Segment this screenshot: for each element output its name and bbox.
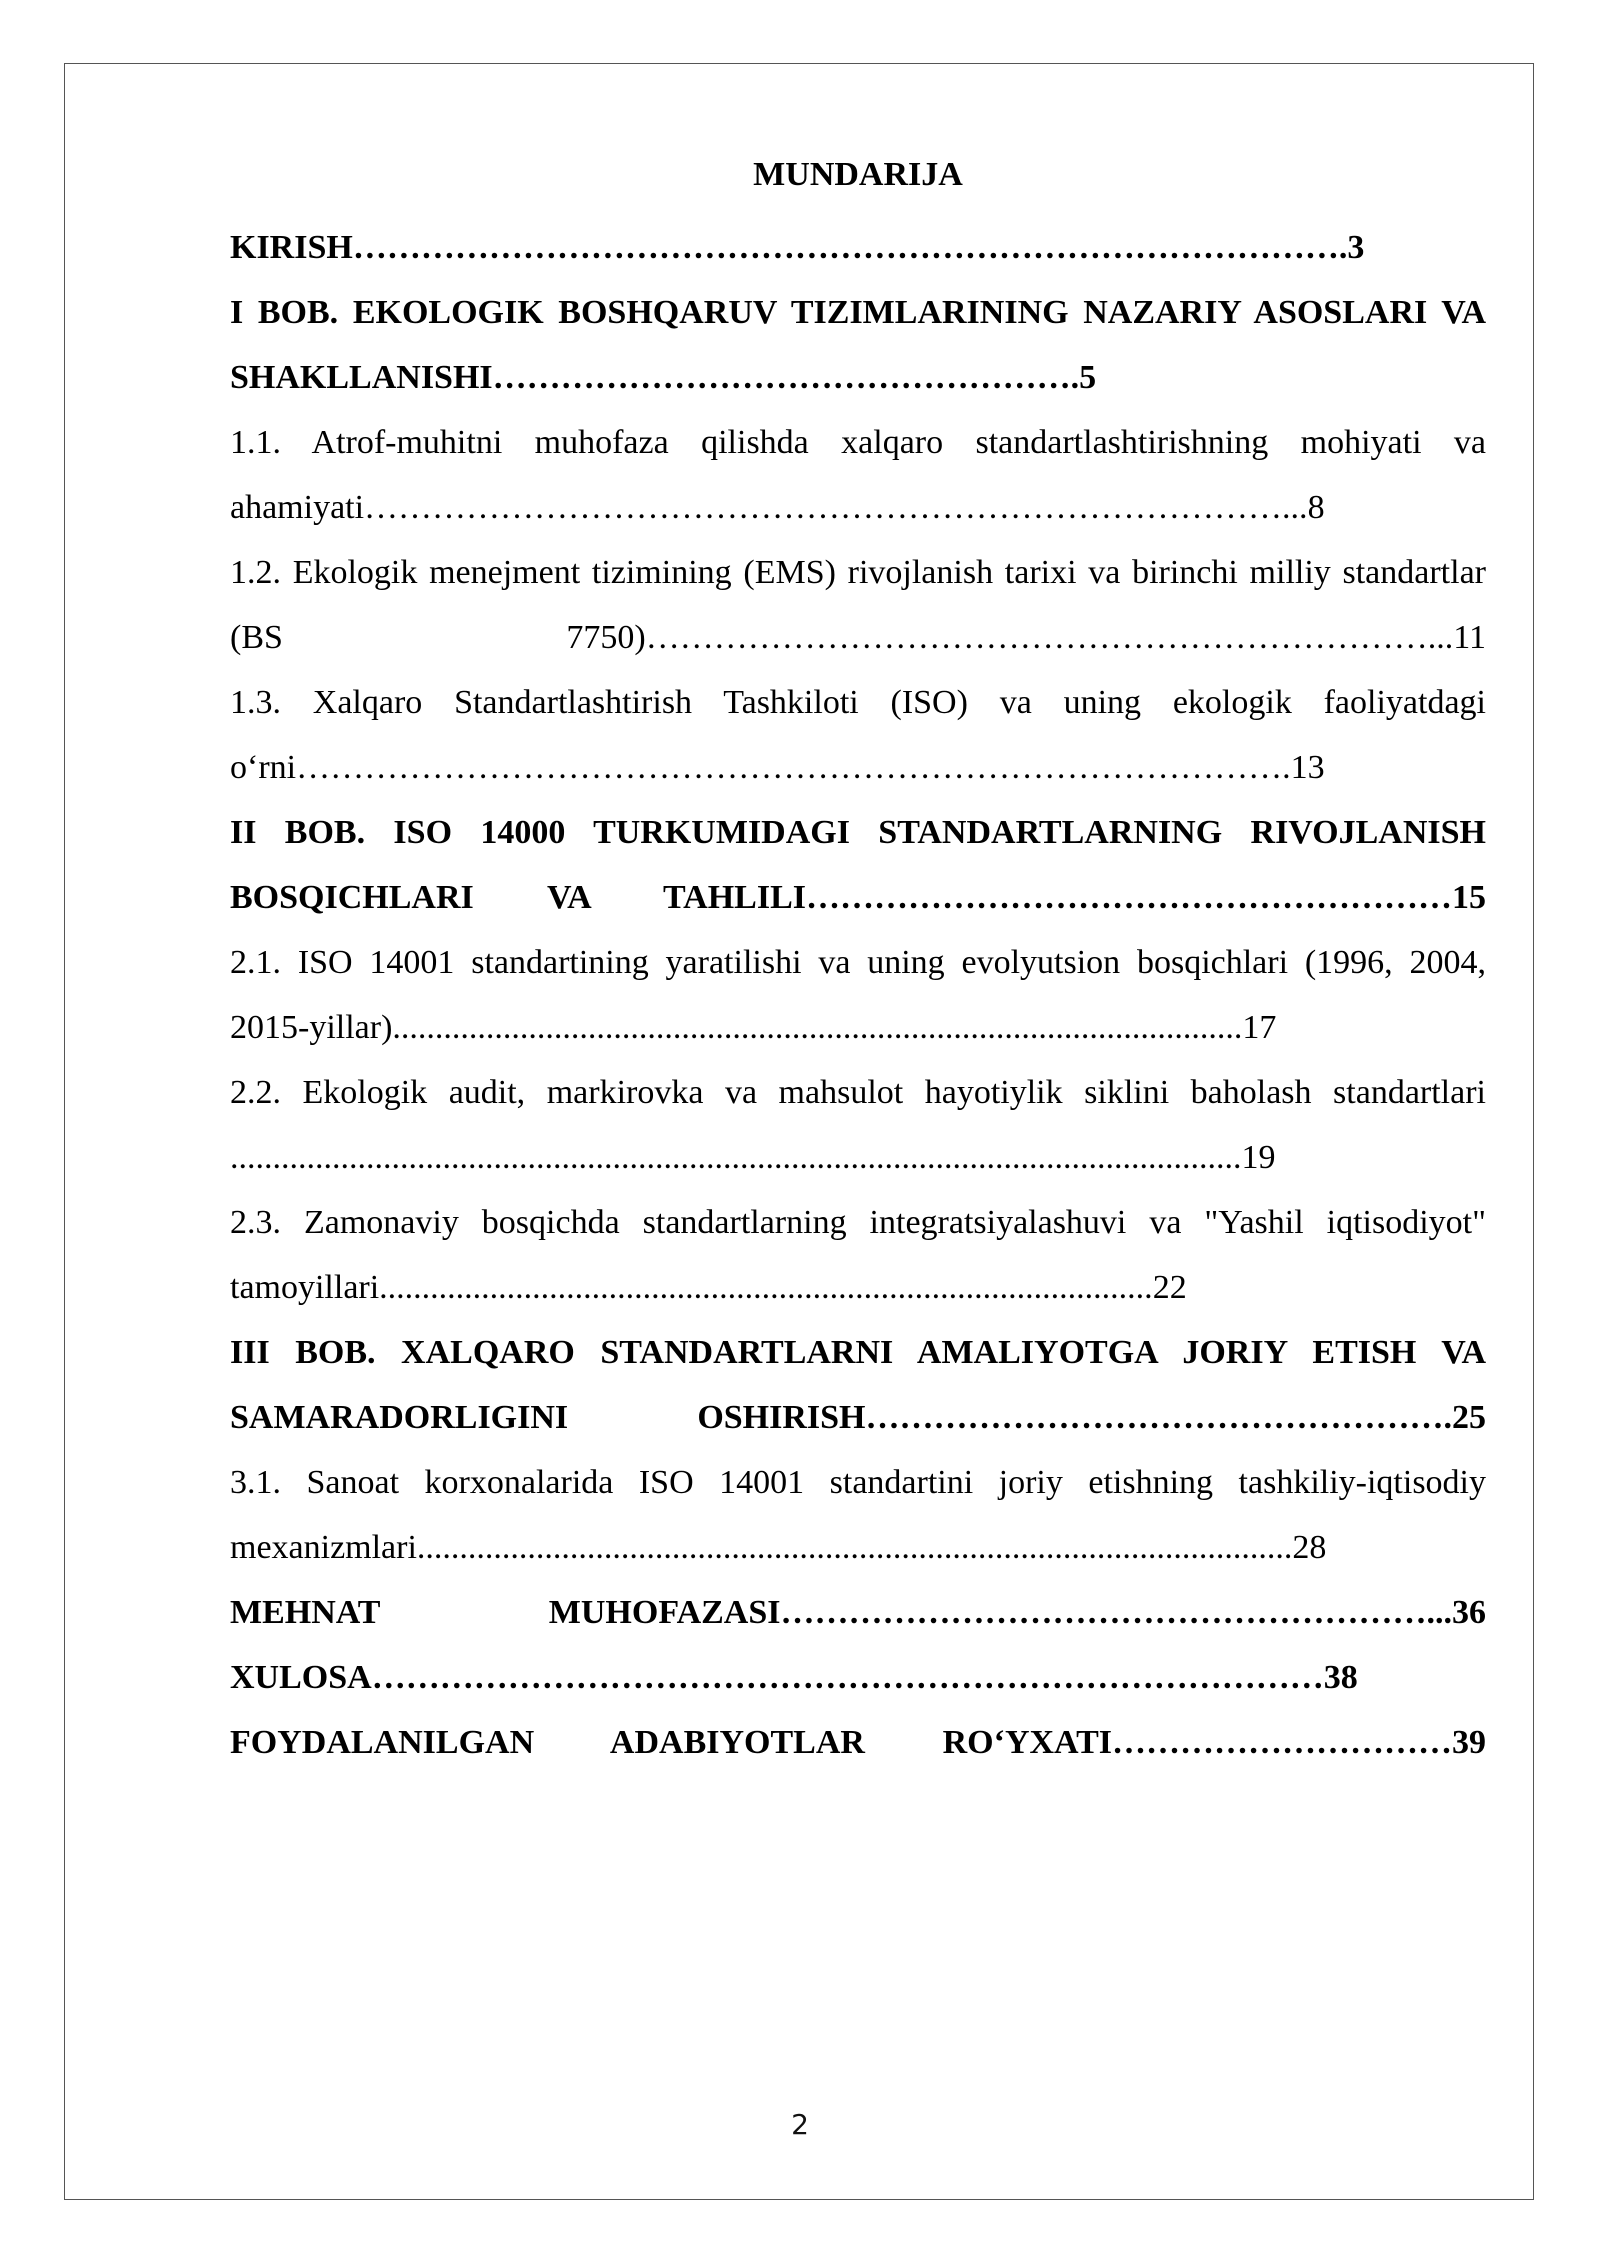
toc-entry-page: 5	[1079, 359, 1097, 396]
toc-entry-chapter-1[interactable]	[230, 280, 1486, 410]
toc-entry-page: 13	[1290, 749, 1325, 786]
toc-entry-section-1-3[interactable]	[230, 670, 1486, 800]
toc-entry-section-1-2[interactable]	[230, 540, 1486, 670]
toc-entry-text: 1.2. Ekologik menejment tizimining (EMS) rivojlanish tarixi va birinchi milliy standartlar (BS 7750)……………………………………………………………...	[230, 554, 1486, 656]
toc-entry-section-1-1[interactable]	[230, 410, 1486, 540]
toc-entry-page: 28	[1292, 1529, 1327, 1566]
toc-entry-section-2-2[interactable]	[230, 1060, 1486, 1190]
toc-entry-text: II BOB. ISO 14000 TURKUMIDAGI STANDARTLARNING RIVOJLANISH BOSQICHLARI VA TAHLILI…………………………………………………	[230, 814, 1486, 916]
toc-entry-text: I BOB. EKOLOGIK BOSHQARUV TIZIMLARINING NAZARIY ASOSLARI VA SHAKLLANISHI…………………………………………….	[230, 294, 1486, 396]
toc-entry-page: 11	[1453, 619, 1486, 656]
toc-entry-page: 19	[1241, 1139, 1276, 1176]
toc-entry-page: 15	[1452, 879, 1486, 916]
toc-entry-page: 22	[1152, 1269, 1187, 1306]
toc-entry-text: III BOB. XALQARO STANDARTLARNI AMALIYOTGA JORIY ETISH VA SAMARADORLIGINI OSHIRISH…………………………………………….	[230, 1334, 1486, 1436]
document-title: MUNDARIJA	[753, 156, 963, 193]
toc-entry-text: KIRISH…………………………………………………………………………….	[230, 229, 1348, 266]
toc-entry-page: 39	[1452, 1724, 1486, 1761]
toc-entry-text: 2.2. Ekologik audit, markirovka va mahsulot hayotiylik siklini baholash standartlari .......................................................................................................................	[230, 1074, 1486, 1176]
toc-entry-mehnat-muhofazasi[interactable]	[230, 1580, 1486, 1645]
toc-entry-page: 38	[1323, 1659, 1358, 1696]
toc-entry-page: 3	[1347, 229, 1365, 266]
toc-entry-xulosa[interactable]	[230, 1645, 1486, 1710]
toc-entry-page: 36	[1452, 1594, 1486, 1631]
toc-entry-text: 2.3. Zamonaviy bosqichda standartlarning integratsiyalashuvi va "Yashil iqtisodiyot" tamoyillari...........................................................................................	[230, 1204, 1486, 1306]
toc-entry-text: MEHNAT MUHOFAZASI…………………………………………………...	[230, 1594, 1452, 1631]
table-of-contents	[230, 215, 1486, 1775]
toc-entry-text: 1.3. Xalqaro Standartlashtirish Tashkiloti (ISO) va uning ekologik faoliyatdagi o‘rni…………………………………………………………………………….	[230, 684, 1486, 786]
toc-entry-references[interactable]	[230, 1710, 1486, 1775]
toc-entry-kirish[interactable]	[230, 215, 1486, 280]
toc-entry-section-2-3[interactable]	[230, 1190, 1486, 1320]
toc-entry-chapter-2[interactable]	[230, 800, 1486, 930]
toc-entry-text: XULOSA…………………………………………………………………………	[230, 1659, 1324, 1696]
toc-entry-page: 17	[1242, 1009, 1277, 1046]
toc-entry-chapter-3[interactable]	[230, 1320, 1486, 1450]
toc-entry-text: 3.1. Sanoat korxonalarida ISO 14001 standartini joriy etishning tashkiliy-iqtisodiy mexanizmlari.......................................................................................................	[230, 1464, 1486, 1566]
toc-entry-text: FOYDALANILGAN ADABIYOTLAR RO‘YXATI…………………………	[230, 1724, 1452, 1761]
toc-entry-section-2-1[interactable]	[230, 930, 1486, 1060]
toc-entry-page: 8	[1307, 489, 1325, 526]
toc-entry-page: 25	[1452, 1399, 1486, 1436]
toc-entry-text: 1.1. Atrof-muhitni muhofaza qilishda xalqaro standartlashtirishning mohiyati va ahamiyati………………………………………………………………………...	[230, 424, 1486, 526]
page-number: 2	[791, 2108, 809, 2141]
toc-entry-section-3-1[interactable]	[230, 1450, 1486, 1580]
toc-entry-text: 2.1. ISO 14001 standartining yaratilishi va uning evolyutsion bosqichlari (1996, 2004, 2015-yillar)....................................................................................................	[230, 944, 1486, 1046]
